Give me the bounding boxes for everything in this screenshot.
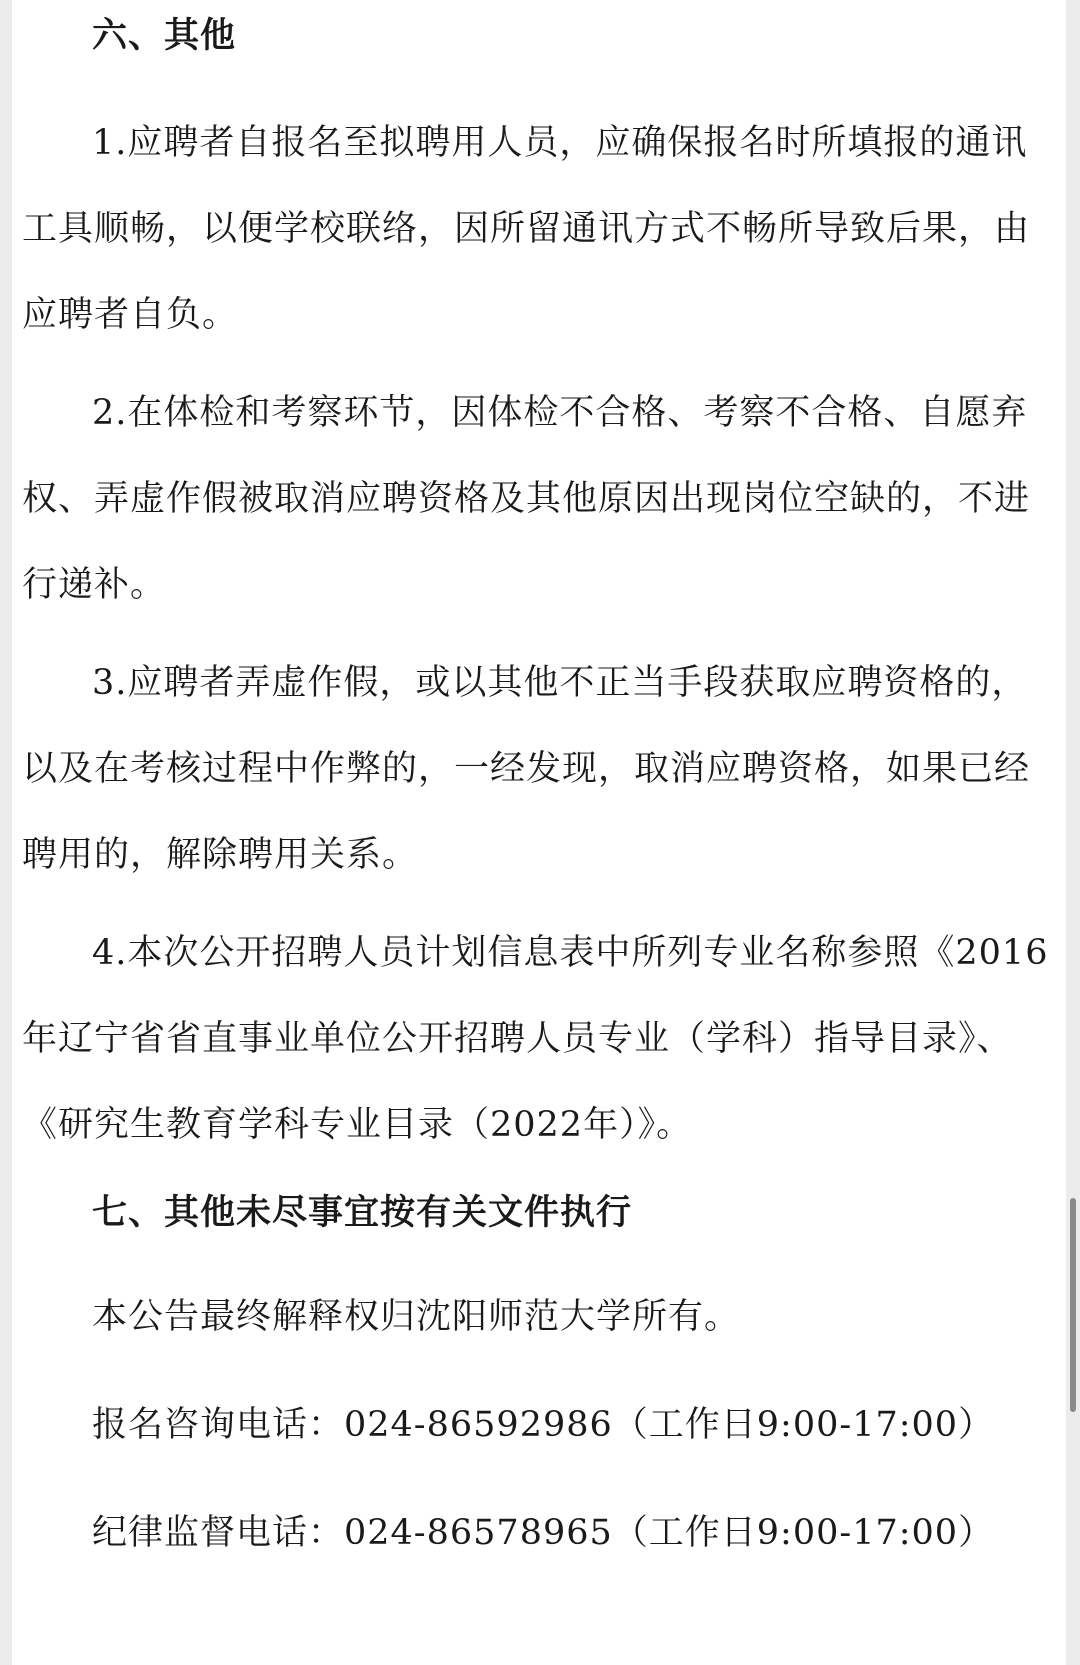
section-7-heading: 七、其他未尽事宜按有关文件执行: [92, 1192, 633, 1233]
section-6-item-1: 1.应聘者自报名至拟聘用人员，应确保报名时所填报的通讯工具顺畅，以便学校联络，因所留通讯方式不畅所导致后果，由应聘者自负。: [22, 123, 1031, 335]
interpretation-statement: 本公告最终解释权归沈阳师范大学所有。: [92, 1297, 741, 1337]
section-6-item-4: 4.本次公开招聘人员计划信息表中所列专业名称参照《2016年辽宁省省直事业单位公开招聘人员专业（学科）指导目录》、《研究生教育学科专业目录（2022年）》。: [22, 933, 1049, 1145]
left-gutter: [0, 0, 12, 1665]
consult-phone: 报名咨询电话：024-86592986（工作日9:00-17:00）: [92, 1405, 995, 1445]
scrollbar-thumb[interactable]: [1070, 1198, 1076, 1412]
scroll-track[interactable]: [1066, 0, 1080, 1665]
section-6-item-3: 3.应聘者弄虚作假，或以其他不正当手段获取应聘资格的，以及在考核过程中作弊的，一经发现，取消应聘资格，如果已经聘用的，解除聘用关系。: [22, 663, 1031, 875]
section-6-heading: 六、其他: [92, 15, 237, 56]
section-6-item-2: 2.在体检和考察环节，因体检不合格、考察不合格、自愿弃权、弄虚作假被取消应聘资格及其他原因出现岗位空缺的，不进行递补。: [22, 393, 1031, 605]
discipline-phone: 纪律监督电话：024-86578965（工作日9:00-17:00）: [92, 1513, 995, 1553]
